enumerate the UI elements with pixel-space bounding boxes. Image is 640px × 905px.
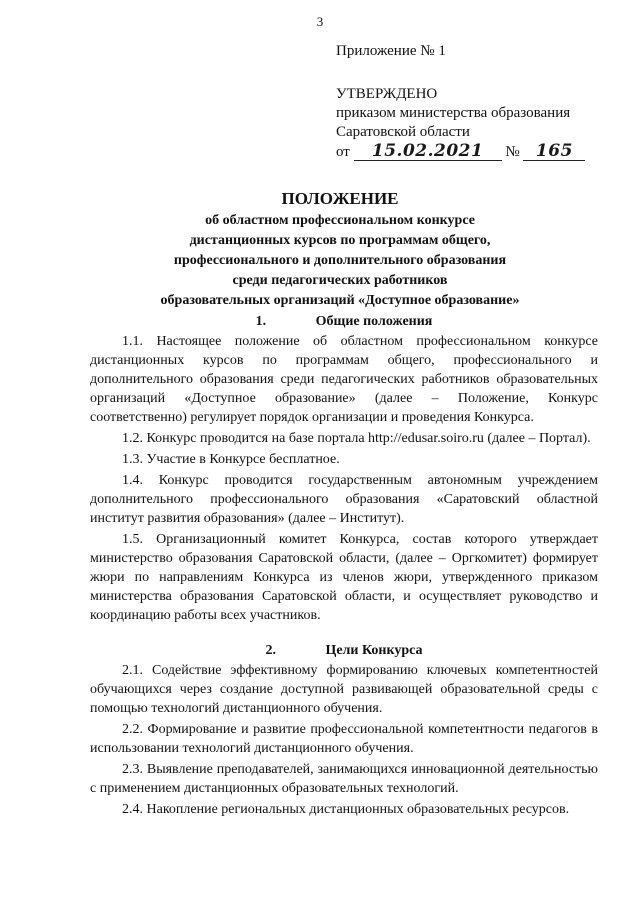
section-number: 1. xyxy=(255,314,267,329)
paragraph-2-3: 2.3. Выявление преподавателей, занимающихся инновационной деятельностью с применением дистанционных образовательных технологий. xyxy=(90,762,598,796)
section-heading xyxy=(90,641,598,660)
document-subtitle-line-2: дистанционных курсов по программам общего, xyxy=(189,233,491,248)
document-subtitle-line-3: профессионального и дополнительного образования xyxy=(173,253,507,268)
document-title: ПОЛОЖЕНИЕ xyxy=(281,189,399,208)
section-contest-goals xyxy=(90,641,598,819)
section-title: Общие положения xyxy=(315,314,433,329)
number-prefix: № xyxy=(505,144,520,160)
paragraph-1-4: 1.4. Конкурс проводится государственным автономным учреждением дополнительного профессионального образования «Саратовский областной институт развития образования» (далее – Институт). xyxy=(90,473,598,526)
order-number-handwritten: 165 xyxy=(523,143,585,161)
approved-stamp-text: УТВЕРЖДЕНО xyxy=(336,86,438,102)
approved-by-line-1: приказом министерства образования xyxy=(336,105,571,121)
document-body xyxy=(90,312,598,821)
approval-header xyxy=(336,42,626,162)
paragraph-2-1: 2.1. Содействие эффективному формированию ключевых компетентностей обучающихся через создание доступной развивающей образовательной среды с помощью технологий дистанционного обучения. xyxy=(90,663,598,716)
order-date-handwritten: 15.02.2021 xyxy=(354,143,502,161)
approved-by-line-2: Саратовской области xyxy=(336,124,470,140)
section-number: 2. xyxy=(265,643,276,658)
paragraph-2-4: 2.4. Накопление региональных дистанционных образовательных ресурсов. xyxy=(122,802,570,817)
paragraph-1-2: 1.2. Конкурс проводится на базе портала http://edusar.soiro.ru (далее – Портал). xyxy=(122,431,591,446)
paragraph-1-1: 1.1. Настоящее положение об областном профессиональном конкурсе дистанционных курсов по программам общего, профессионального и дополнительного образования среди педагогических работников образовательных организаций «Доступное образование» (далее – Положение, Конкурс соответственно) регулирует порядок организации и проведения Конкурса. xyxy=(90,334,598,425)
document-subtitle-line-5: образовательных организаций «Доступное образование» xyxy=(160,293,520,308)
section-heading xyxy=(90,312,598,331)
section-title: Цели Конкурса xyxy=(325,643,423,658)
order-date-number-line xyxy=(336,143,626,162)
paragraph-1-5: 1.5. Организационный комитет Конкурса, состав которого утверждает министерство образования Саратовской области, (далее – Оргкомитет) формирует жюри по направлениям Конкурса из членов жюри, утвержденного приказом министерства образования Саратовской области, и осуществляет руководство и координацию работы всех участников. xyxy=(90,532,598,623)
section-general-provisions xyxy=(90,312,598,625)
page-number: 3 xyxy=(316,14,324,29)
paragraph-1-3: 1.3. Участие в Конкурсе бесплатное. xyxy=(122,452,340,467)
paragraph-2-2: 2.2. Формирование и развитие профессиональной компетентности педагогов в использовании технологий дистанционного обучения. xyxy=(90,722,598,756)
document-subtitle-line-1: об областном профессиональном конкурсе xyxy=(205,213,475,228)
appendix-label: Приложение № 1 xyxy=(336,43,446,59)
date-prefix: от xyxy=(336,144,350,160)
document-title-block xyxy=(70,188,610,310)
document-subtitle-line-4: среди педагогических работников xyxy=(232,273,448,288)
